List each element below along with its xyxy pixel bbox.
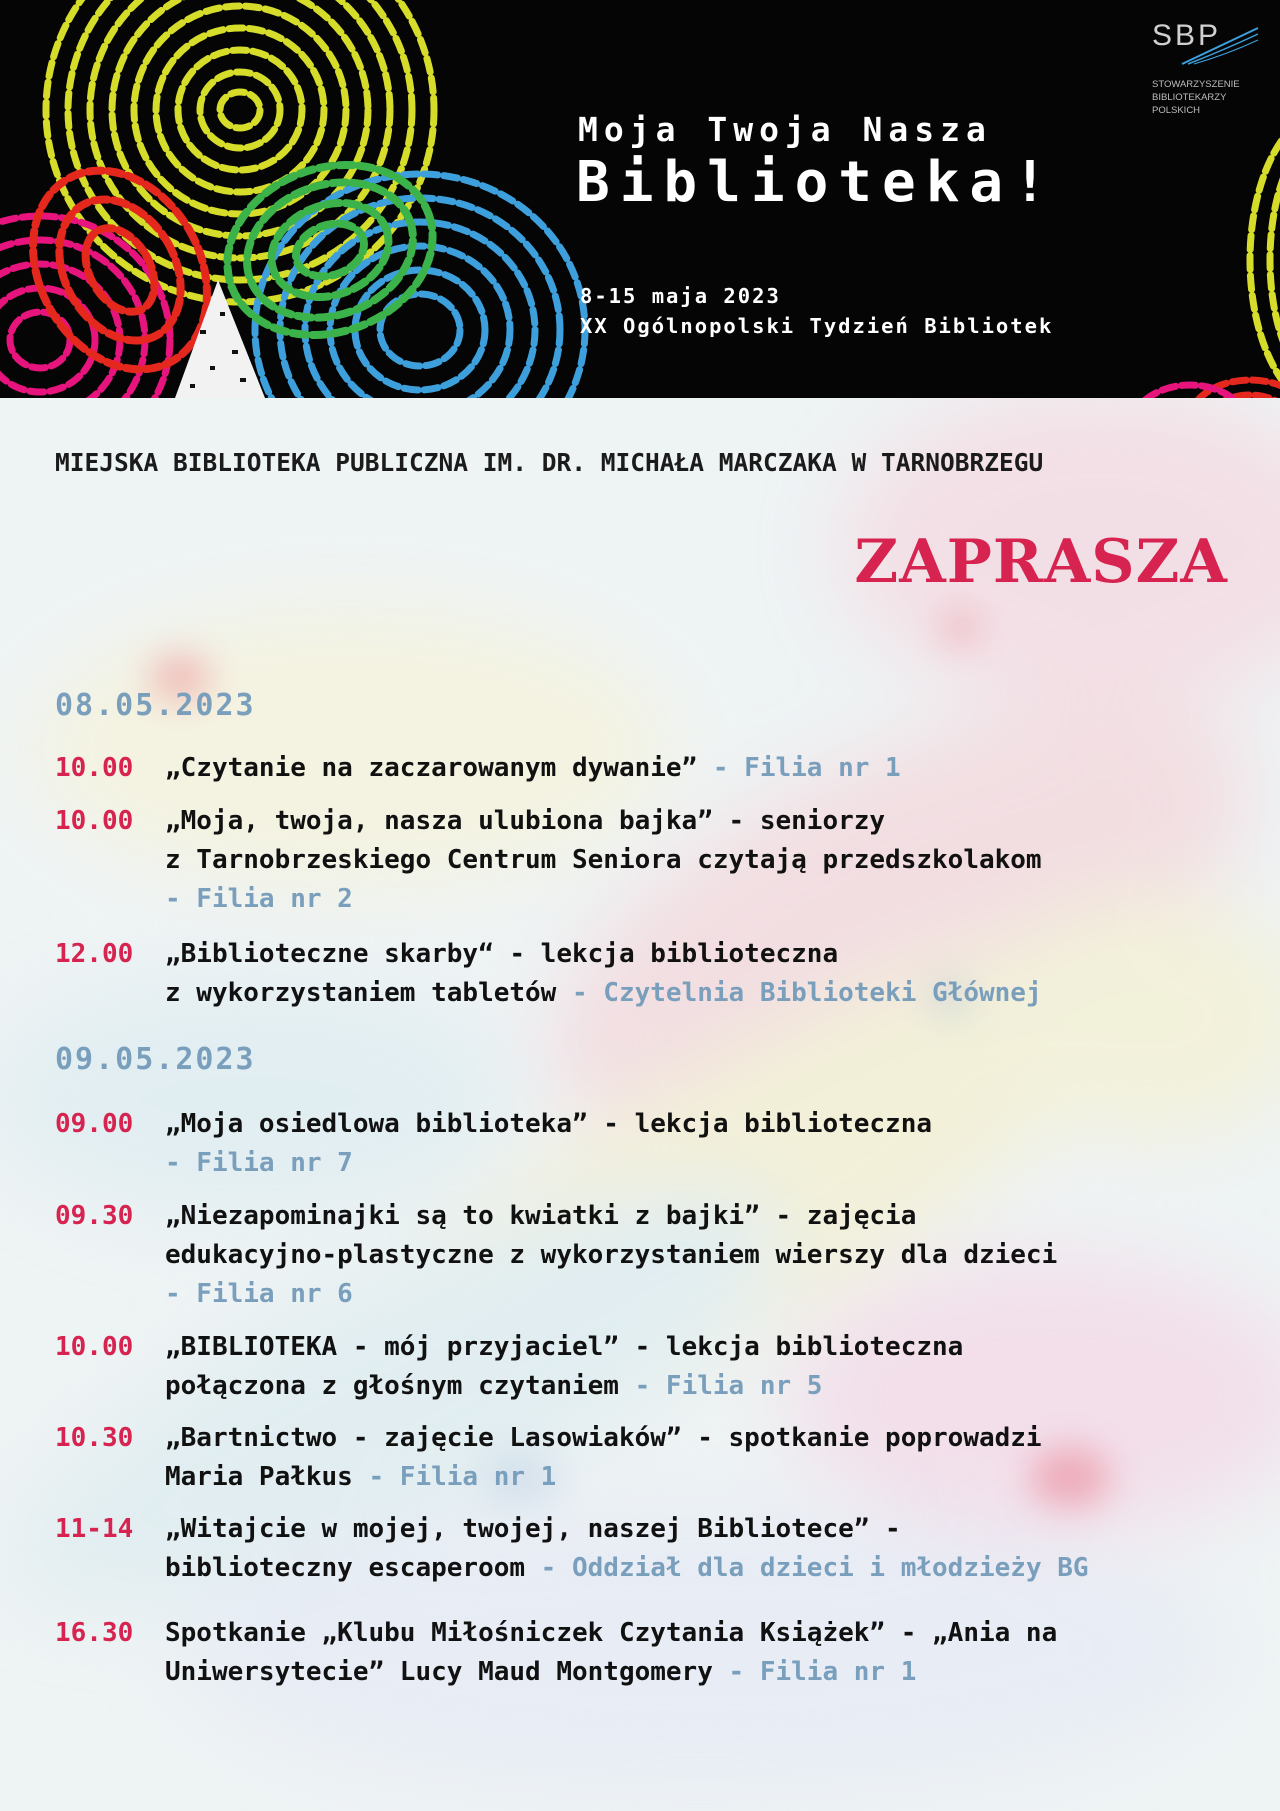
swoosh-icon	[1180, 26, 1260, 66]
event-item	[55, 1419, 1245, 1497]
event-item	[55, 1197, 1245, 1314]
event-description	[165, 1197, 1245, 1314]
sbp-logo-line2: BIBLIOTEKARZY	[1152, 92, 1227, 103]
event-title-line: „Moja osiedlowa biblioteka” - lekcja biblioteczna	[165, 1109, 933, 1139]
event-description	[165, 1614, 1245, 1692]
sbp-logo-mark: SBP	[1152, 19, 1222, 52]
sbp-logo-line1: STOWARZYSZENIE	[1152, 79, 1240, 90]
event-item	[55, 1328, 1245, 1406]
event-title-line: połączona z głośnym czytaniem	[165, 1371, 619, 1401]
event-title-line: Uniwersytecie” Lucy Maud Montgomery	[165, 1657, 713, 1687]
event-title-line: Maria Pałkus	[165, 1462, 353, 1492]
banner-title-line2: Biblioteka!	[576, 150, 1057, 215]
event-time: 10.00	[55, 806, 134, 836]
event-time: 10.30	[55, 1423, 134, 1453]
event-title-line: „BIBLIOTEKA - mój przyjaciel” - lekcja biblioteczna	[165, 1332, 964, 1362]
event-item	[55, 802, 1245, 919]
event-place: - Filia nr 1	[697, 753, 901, 783]
event-title-line: Spotkanie „Klubu Miłośniczek Czytania Książek” - „Ania na	[165, 1618, 1058, 1648]
event-description	[165, 1105, 1245, 1183]
event-description	[165, 802, 1245, 919]
event-title-line: „Bartnictwo - zajęcie Lasowiaków” - spotkanie poprowadzi	[165, 1423, 1042, 1453]
event-description	[165, 1510, 1245, 1588]
event-title-line: „Niezapominajki są to kwiatki z bajki” - zajęcia	[165, 1201, 917, 1231]
event-item	[55, 1105, 1245, 1183]
event-description	[165, 1328, 1245, 1406]
banner-date-range: 8-15 maja 2023	[580, 284, 781, 308]
sbp-logo	[1152, 18, 1262, 117]
event-time: 09.30	[55, 1201, 134, 1231]
organizer-name: MIEJSKA BIBLIOTEKA PUBLICZNA IM. DR. MICHAŁA MARCZAKA W TARNOBRZEGU	[55, 448, 1044, 477]
header-banner	[0, 0, 1280, 398]
event-title-line: edukacyjno-plastyczne z wykorzystaniem wierszy dla dzieci	[165, 1240, 1058, 1270]
event-title-line: z wykorzystaniem tabletów	[165, 978, 557, 1008]
event-place: - Filia nr 7	[165, 1148, 353, 1178]
sbp-logo-line3: POLSKICH	[1152, 105, 1201, 116]
event-item	[55, 749, 1245, 788]
banner-subtitle: XX Ogólnopolski Tydzień Bibliotek	[580, 314, 1054, 338]
banner-title-line1: Moja Twoja Nasza	[578, 110, 992, 149]
event-time: 10.00	[55, 753, 134, 783]
event-item	[55, 1510, 1245, 1588]
event-title-line: „Witajcie w mojej, twojej, naszej Bibliotece” -	[165, 1514, 901, 1544]
event-item	[55, 935, 1245, 1013]
day-heading: 08.05.2023	[55, 688, 256, 723]
event-description	[165, 749, 1245, 788]
event-item	[55, 1614, 1245, 1692]
event-time: 12.00	[55, 939, 134, 969]
event-description	[165, 1419, 1245, 1497]
invite-heading: ZAPRASZA	[854, 527, 1228, 597]
event-time: 10.00	[55, 1332, 134, 1362]
event-title-line: z Tarnobrzeskiego Centrum Seniora czytają przedszkolakom	[165, 845, 1042, 875]
banner-dates	[580, 281, 1053, 341]
event-title-line: „Moja, twoja, nasza ulubiona bajka” - seniorzy	[165, 806, 886, 836]
event-time: 09.00	[55, 1109, 134, 1139]
event-place: - Filia nr 6	[165, 1279, 353, 1309]
event-place: - Oddział dla dzieci i młodzieży BG	[525, 1553, 1089, 1583]
event-time: 11-14	[55, 1514, 134, 1544]
event-title-line: biblioteczny escaperoom	[165, 1553, 526, 1583]
sbp-logo-text	[1152, 78, 1262, 117]
event-place: - Filia nr 5	[618, 1371, 823, 1401]
event-title-line: „Biblioteczne skarby“ - lekcja biblioteczna	[165, 939, 839, 969]
event-time: 16.30	[55, 1618, 134, 1648]
day-heading: 09.05.2023	[55, 1042, 256, 1077]
event-title-line: „Czytanie na zaczarowanym dywanie”	[165, 753, 698, 783]
event-place: - Filia nr 2	[165, 884, 353, 914]
event-place: - Filia nr 1	[712, 1657, 917, 1687]
event-place: - Filia nr 1	[352, 1462, 557, 1492]
event-place: - Czytelnia Biblioteki Głównej	[556, 978, 1042, 1008]
event-description	[165, 935, 1245, 1013]
